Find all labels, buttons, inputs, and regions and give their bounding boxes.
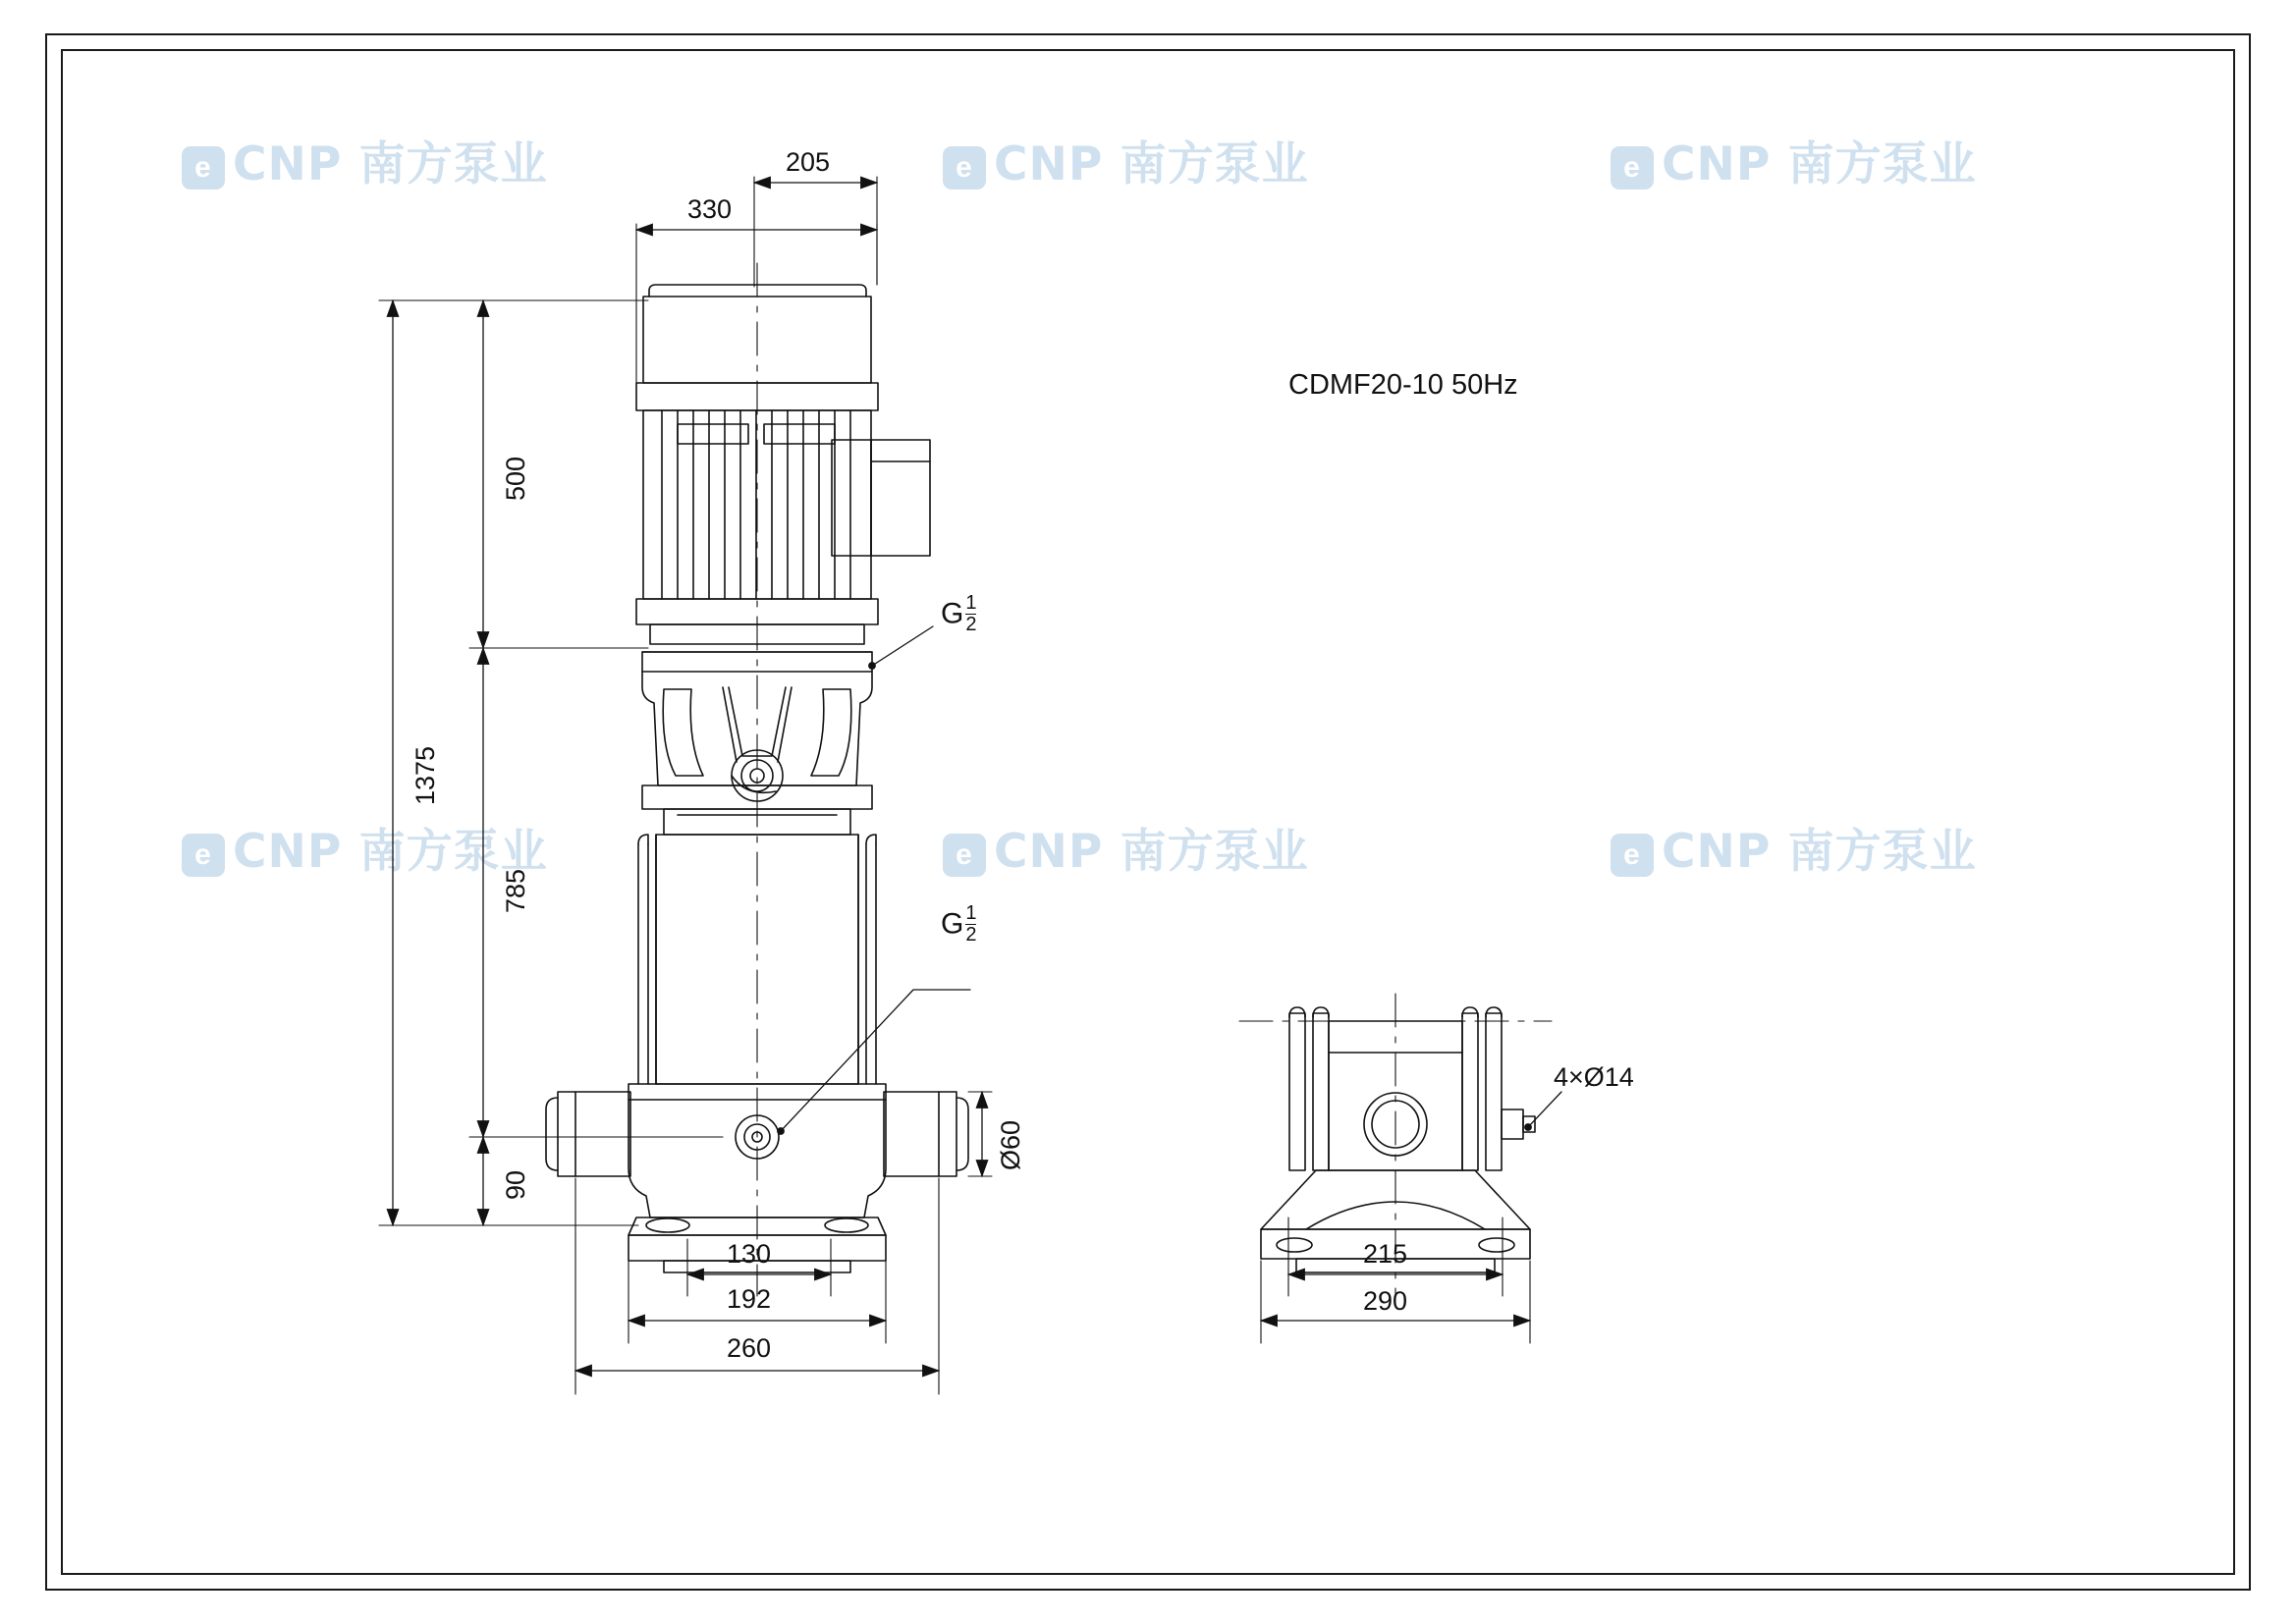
port-bottom-numerator: 1 bbox=[965, 902, 977, 924]
watermark: e CNP 南方泵业 bbox=[182, 128, 548, 193]
dim-130: 130 bbox=[727, 1239, 772, 1269]
port-top-denominator: 2 bbox=[965, 614, 977, 635]
watermark: e CNP 南方泵业 bbox=[182, 815, 548, 881]
port-bottom-symbol: G bbox=[941, 907, 964, 941]
port-label-bottom bbox=[941, 903, 976, 946]
watermark: e CNP 南方泵业 bbox=[1611, 815, 1977, 881]
dim-260: 260 bbox=[727, 1333, 772, 1363]
port-label-top bbox=[941, 593, 976, 635]
label-bolt-holes: 4×Ø14 bbox=[1554, 1062, 1634, 1092]
dim-500: 500 bbox=[501, 456, 530, 501]
port-bottom-denominator: 2 bbox=[965, 924, 977, 946]
dim-785: 785 bbox=[501, 868, 530, 913]
dim-215: 215 bbox=[1363, 1239, 1408, 1269]
watermark: e CNP 南方泵业 bbox=[1611, 128, 1977, 193]
dim-330: 330 bbox=[687, 194, 733, 224]
dim-diameter-60: Ø60 bbox=[996, 1119, 1025, 1170]
watermark: e CNP 南方泵业 bbox=[943, 128, 1309, 193]
dim-205: 205 bbox=[786, 147, 831, 177]
dim-90: 90 bbox=[501, 1169, 530, 1200]
dim-290: 290 bbox=[1363, 1286, 1408, 1316]
port-top-numerator: 1 bbox=[965, 592, 977, 614]
watermark: e CNP 南方泵业 bbox=[943, 815, 1309, 881]
dim-1375: 1375 bbox=[410, 745, 440, 805]
drawing-title: CDMF20-10 50Hz bbox=[1288, 369, 1518, 401]
port-top-symbol: G bbox=[941, 597, 964, 630]
dim-192: 192 bbox=[727, 1284, 772, 1314]
